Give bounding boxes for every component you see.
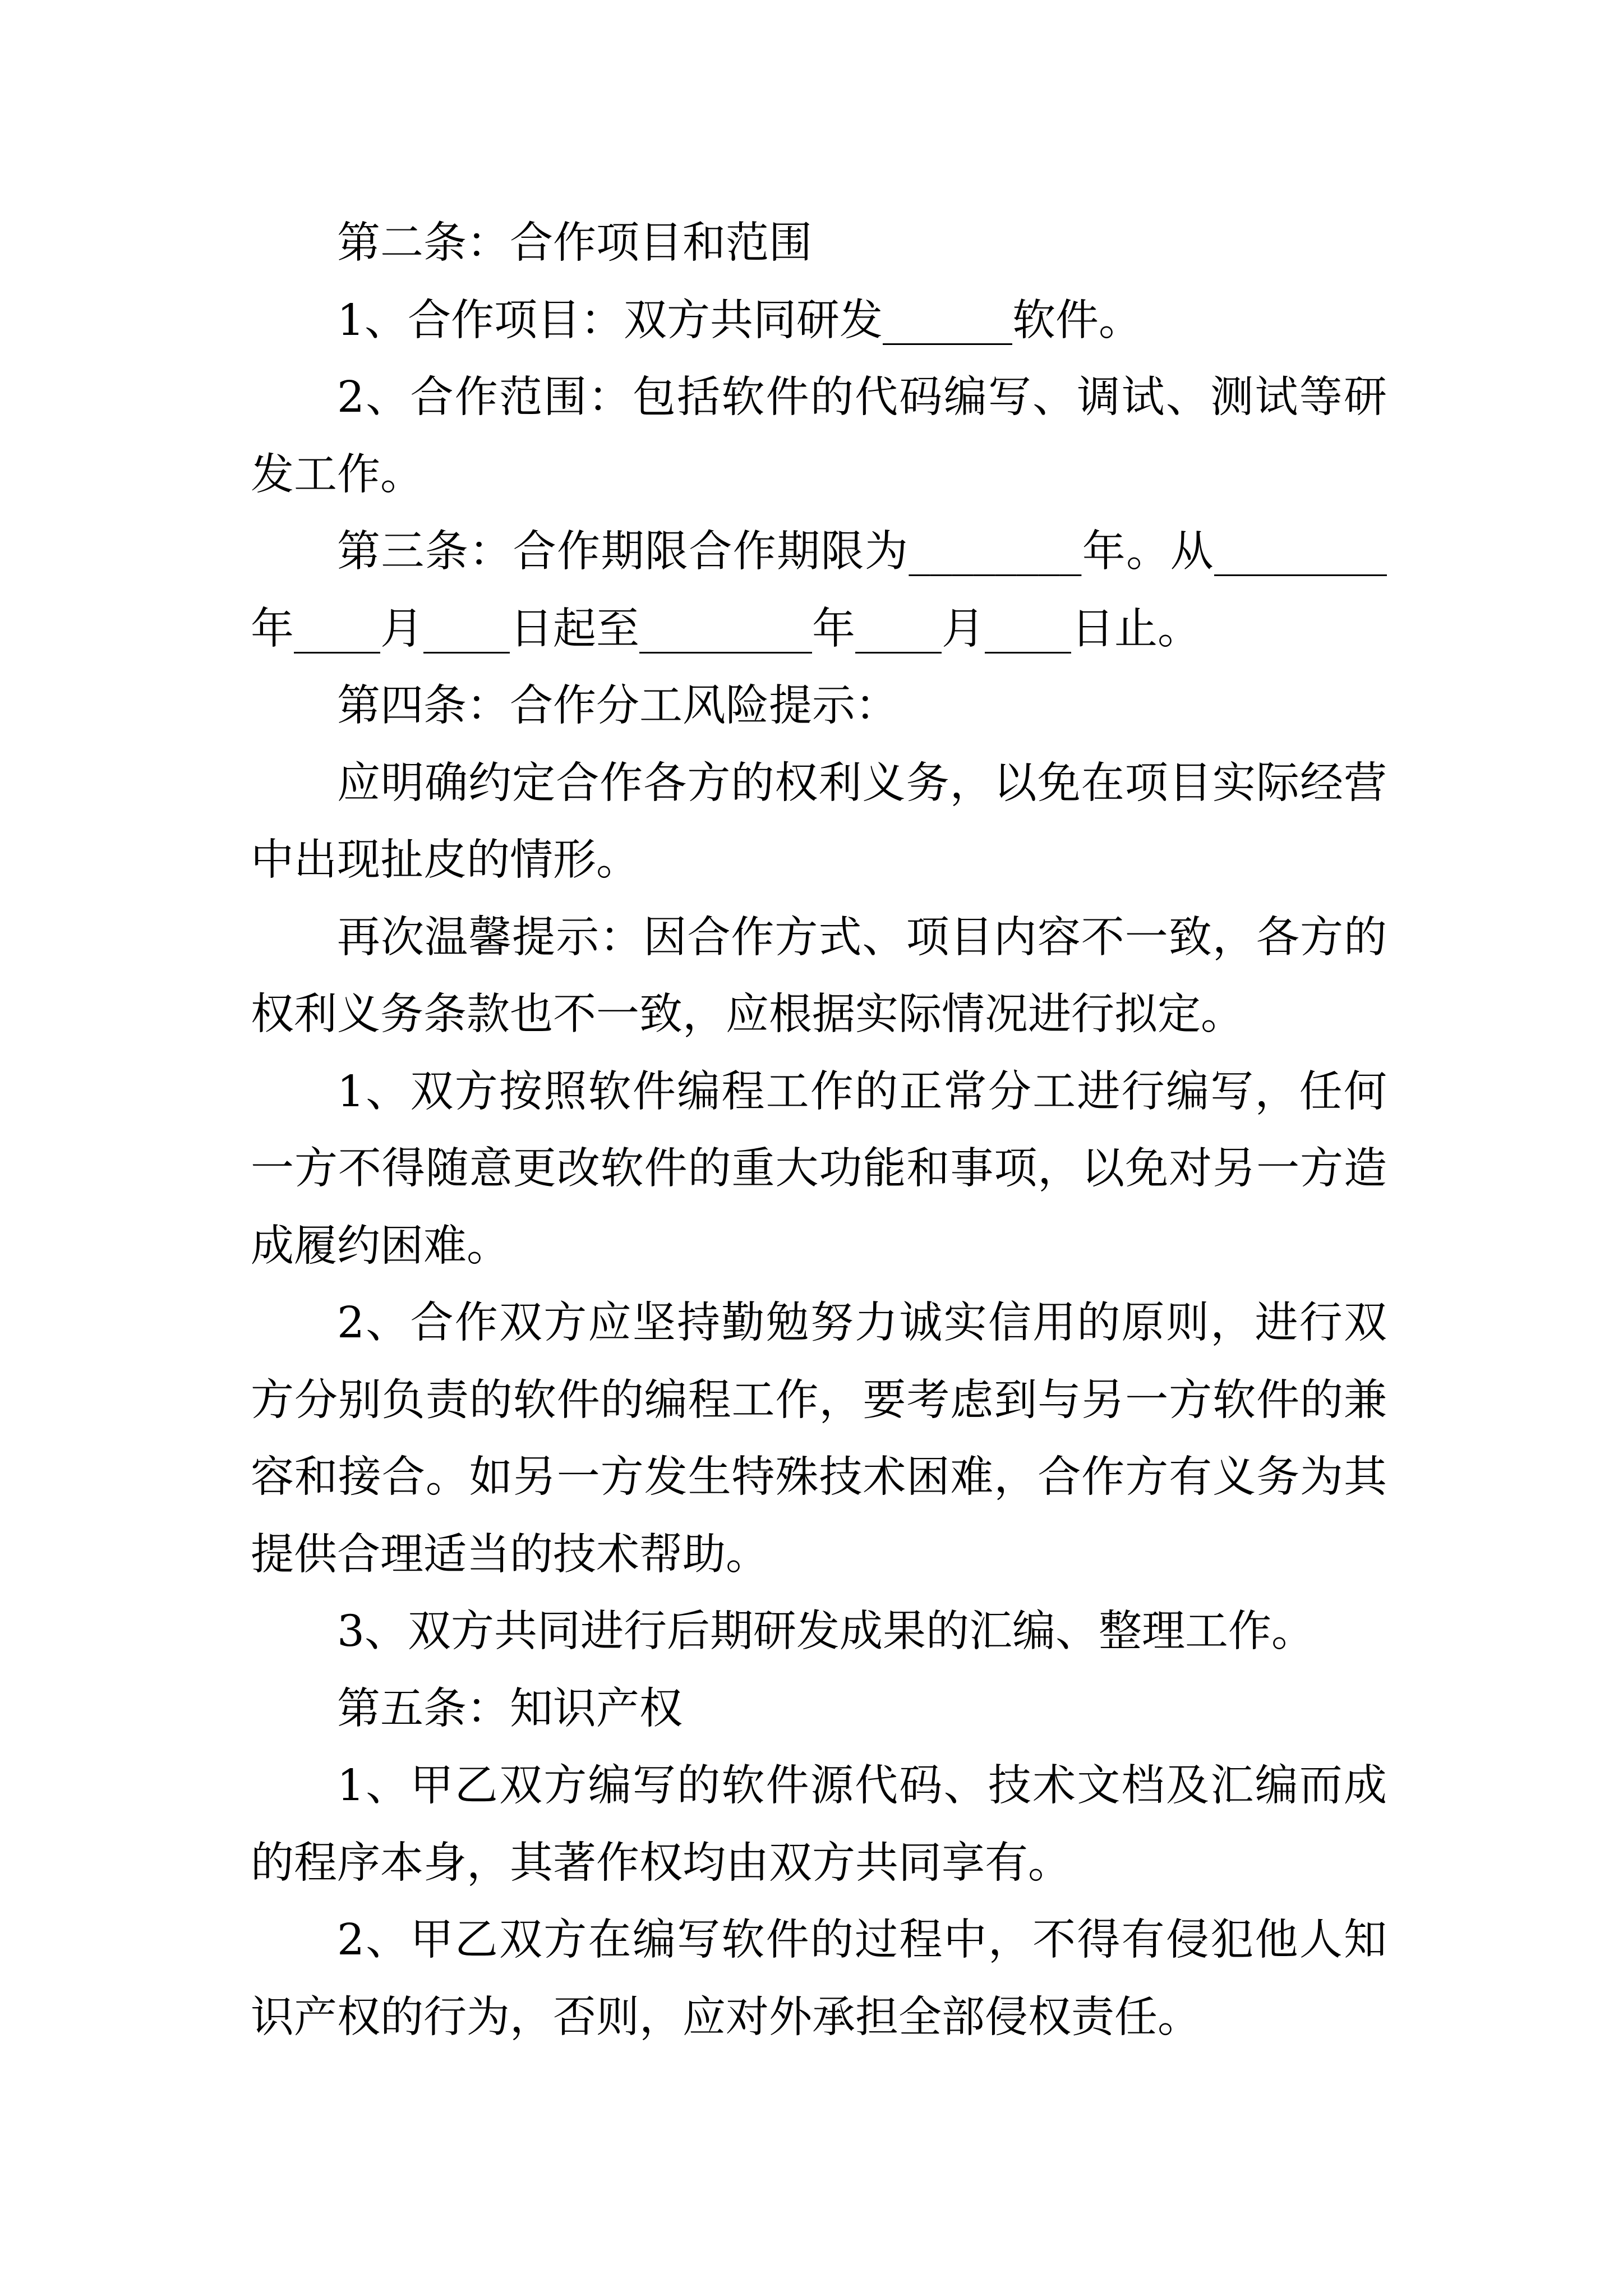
- text-line: 一方不得随意更改软件的重大功能和事项，以免对另一方造: [251, 1144, 1387, 1194]
- clause-4-2: [251, 1285, 1387, 1593]
- clause-4-1: [251, 1053, 1387, 1285]
- clause-2-1: [251, 282, 1387, 360]
- text-line: 第五条：知识产权: [337, 1683, 683, 1734]
- clause-5-1: [251, 1747, 1387, 1902]
- clause-5-2: [251, 1902, 1387, 2056]
- text-line: 容和接合。如另一方发生特殊技术困难，合作方有义务为其: [251, 1452, 1387, 1502]
- text-line: 中出现扯皮的情形。: [251, 835, 639, 885]
- text-line: 的程序本身，其著作权均由双方共同享有。: [251, 1838, 1071, 1888]
- clause-4-3: [251, 1593, 1387, 1671]
- text-line: 提供合理适当的技术帮助。: [251, 1529, 769, 1580]
- text-line: 第三条：合作期限合作期限为________年。从________: [337, 527, 1387, 577]
- text-line: 2、合作双方应坚持勤勉努力诚实信用的原则，进行双: [337, 1298, 1387, 1348]
- document-body: [251, 205, 1387, 2056]
- article-5-heading: [251, 1671, 1387, 1748]
- text-line: 1、甲乙双方编写的软件源代码、技术文档及汇编而成: [337, 1761, 1387, 1811]
- text-line: 第四条：合作分工风险提示：: [337, 681, 898, 731]
- text-line: 再次温馨提示：因合作方式、项目内容不一致，各方的: [337, 912, 1387, 963]
- text-line: 成履约困难。: [251, 1221, 510, 1271]
- article-2-heading: [251, 205, 1387, 282]
- text-line: 识产权的行为，否则，应对外承担全部侵权责任。: [251, 1992, 1201, 2042]
- text-line: 3、双方共同进行后期研发成果的汇编、整理工作。: [337, 1607, 1315, 1657]
- text-line: 权利义务条款也不一致，应根据实际情况进行拟定。: [251, 990, 1244, 1039]
- text-line: 2、甲乙双方在编写软件的过程中，不得有侵犯他人知: [337, 1915, 1387, 1965]
- article-4-heading: [251, 668, 1387, 745]
- text-line: 应明确约定合作各方的权利义务，以免在项目实际经营: [337, 758, 1387, 808]
- text-line: 1、双方按照软件编程工作的正常分工进行编写，任何: [337, 1066, 1387, 1117]
- text-line: 2、合作范围：包括软件的代码编写、调试、测试等研: [337, 372, 1387, 422]
- clause-2-2: [251, 359, 1387, 513]
- article-3-term: [251, 513, 1387, 668]
- text-line: 1、合作项目：双方共同研发______软件。: [337, 295, 1142, 346]
- text-line: 发工作。: [251, 449, 423, 500]
- text-line: 方分别负责的软件的编程工作，要考虑到与另一方软件的兼: [251, 1375, 1387, 1425]
- text-line: 第二条：合作项目和范围: [337, 218, 812, 268]
- text-line: 年____月____日起至________年____月____日止。: [251, 604, 1201, 654]
- reminder-notice: [251, 899, 1387, 1053]
- risk-notice: [251, 745, 1387, 899]
